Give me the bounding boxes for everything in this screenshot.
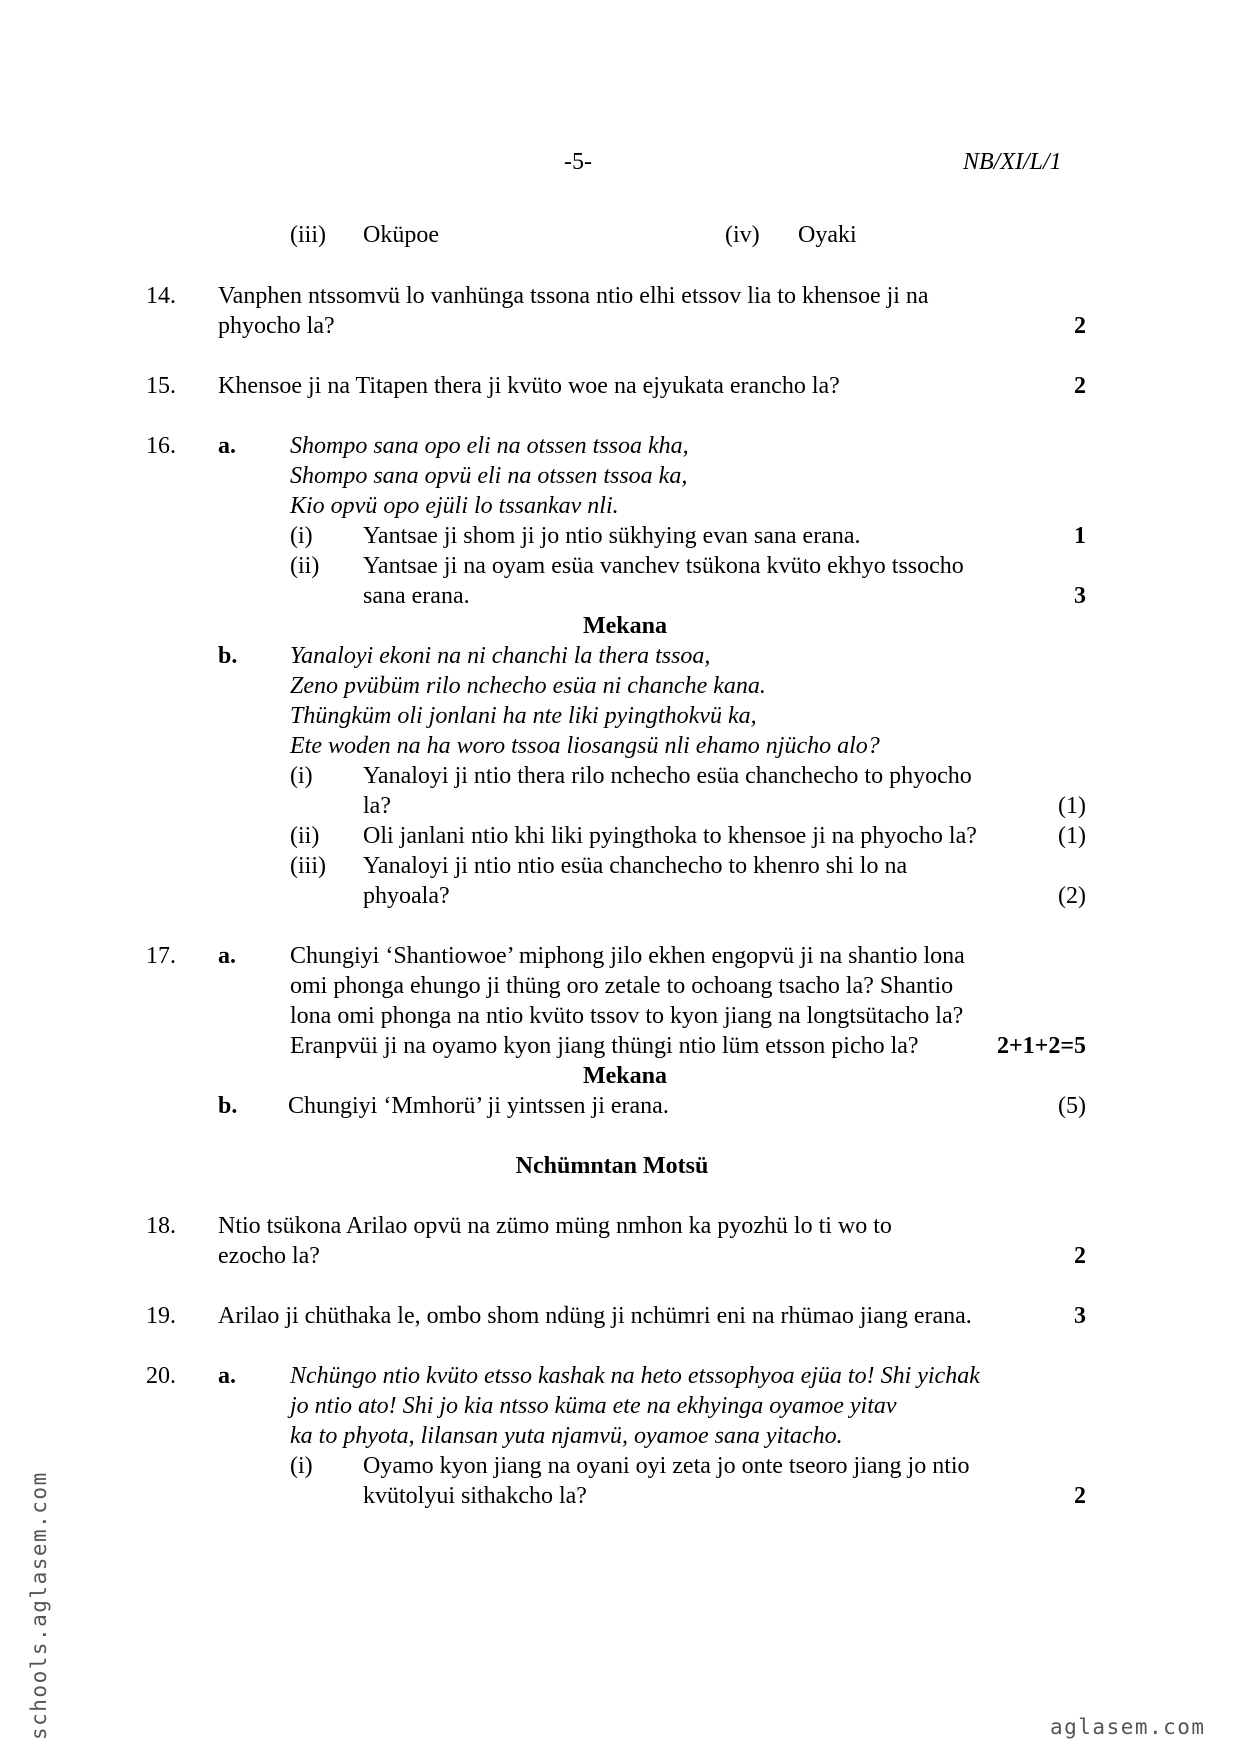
sub-question-text: Yanaloyi ji ntio thera rilo nchecho esüa chanchecho to phyocho — [363, 763, 972, 789]
question-marks: 2 — [1074, 313, 1086, 339]
poem-line: Thüngküm oli jonlani ha nte liki pyingthokvü ka, — [290, 703, 757, 729]
sub-question-label: (i) — [290, 763, 313, 789]
sub-question-label: (i) — [290, 1453, 313, 1479]
paper-code: NB/XI/L/1 — [963, 149, 1062, 175]
sub-question-text: Yantsae ji na oyam esüa vanchev tsükona kvüto ekhyo tssocho — [363, 553, 964, 579]
prose-line: Nchüngo ntio kvüto etsso kashak na heto etssophyoa ejüa to! Shi yichak — [290, 1363, 980, 1389]
question-number: 19. — [146, 1303, 176, 1329]
question-marks: (1) — [1058, 793, 1086, 819]
question-number: 20. — [146, 1363, 176, 1389]
sub-question-label: (i) — [290, 523, 313, 549]
part-label: a. — [218, 433, 236, 459]
question-marks: (1) — [1058, 823, 1086, 849]
question-text: Eranpvüi ji na oyamo kyon jiang thüngi ntio lüm etsson picho la? — [290, 1033, 919, 1059]
question-text: lona omi phonga na ntio kvüto tssov to kyon jiang na longtsütacho la? — [290, 1003, 964, 1029]
page-number: -5- — [564, 149, 592, 175]
sub-question-label: (ii) — [290, 823, 320, 849]
poem-line: Shompo sana opvü eli na otssen tssoa ka, — [290, 463, 688, 489]
sub-question-text: Yanaloyi ji ntio ntio esüa chanchecho to khenro shi lo na — [363, 853, 908, 879]
question-text: Ntio tsükona Arilao opvü na zümo müng nmhon ka pyozhü lo ti wo to — [218, 1213, 892, 1239]
sub-question-text: Oyamo kyon jiang na oyani oyi zeta jo onte tseoro jiang jo ntio — [363, 1453, 970, 1479]
option-label: (iii) — [290, 222, 326, 248]
question-number: 15. — [146, 373, 176, 399]
question-number: 18. — [146, 1213, 176, 1239]
question-text: Chungiyi ‘Mmhorü’ ji yintssen ji erana. — [288, 1093, 669, 1119]
part-label: a. — [218, 1363, 236, 1389]
question-marks: (2) — [1058, 883, 1086, 909]
section-title: Nchümntan Motsü — [515, 1153, 709, 1179]
poem-line: Yanaloyi ekoni na ni chanchi la thera tssoa, — [290, 643, 711, 669]
question-marks: 3 — [1074, 583, 1086, 609]
option-text: Oyaki — [798, 222, 857, 248]
poem-line: Zeno pvübüm rilo nchecho esüa ni chanche kana. — [290, 673, 766, 699]
option-label: (iv) — [725, 222, 760, 248]
part-label: b. — [218, 1093, 238, 1119]
poem-line: Shompo sana opo eli na otssen tssoa kha, — [290, 433, 689, 459]
poem-line: Ete woden na ha woro tssoa liosangsü nli ehamo njücho alo? — [290, 733, 880, 759]
prose-line: ka to phyota, lilansan yuta njamvü, oyamoe sana yitacho. — [290, 1423, 843, 1449]
question-number: 16. — [146, 433, 176, 459]
sub-question-text: kvütolyui sithakcho la? — [363, 1483, 587, 1509]
corner-watermark: aglasem.com — [1050, 1715, 1206, 1739]
part-label: a. — [218, 943, 236, 969]
question-marks: (5) — [1058, 1093, 1086, 1119]
sub-question-text: phyoala? — [363, 883, 450, 909]
sub-question-text: la? — [363, 793, 391, 819]
question-text: ezocho la? — [218, 1243, 320, 1269]
question-marks: 2 — [1074, 1483, 1086, 1509]
question-text: phyocho la? — [218, 313, 335, 339]
question-marks: 1 — [1074, 523, 1086, 549]
or-separator: Mekana — [583, 613, 667, 639]
question-number: 14. — [146, 283, 176, 309]
question-text: Vanphen ntssomvü lo vanhünga tssona ntio elhi etssov lia to khensoe ji na — [218, 283, 929, 309]
question-text: Arilao ji chüthaka le, ombo shom ndüng ji nchümri eni na rhümao jiang erana. — [218, 1303, 972, 1329]
question-number: 17. — [146, 943, 176, 969]
sub-question-text: Oli janlani ntio khi liki pyingthoka to khensoe ji na phyocho la? — [363, 823, 977, 849]
sub-question-label: (iii) — [290, 853, 326, 879]
question-marks: 3 — [1074, 1303, 1086, 1329]
side-watermark: schools.aglasem.com — [27, 1471, 51, 1740]
sub-question-text: sana erana. — [363, 583, 470, 609]
sub-question-label: (ii) — [290, 553, 320, 579]
question-text: omi phonga ehungo ji thüng oro zetale to ochoang tsacho la? Shantio — [290, 973, 954, 999]
question-marks: 2 — [1074, 373, 1086, 399]
or-separator: Mekana — [583, 1063, 667, 1089]
question-text: Chungiyi ‘Shantiowoe’ miphong jilo ekhen engopvü ji na shantio lona — [290, 943, 965, 969]
option-text: Oküpoe — [363, 222, 439, 248]
question-text: Khensoe ji na Titapen thera ji kvüto woe na ejyukata erancho la? — [218, 373, 840, 399]
poem-line: Kio opvü opo ejüli lo tssankav nli. — [290, 493, 619, 519]
question-marks: 2 — [1074, 1243, 1086, 1269]
question-marks: 2+1+2=5 — [996, 1033, 1086, 1059]
prose-line: jo ntio ato! Shi jo kia ntsso küma ete na ekhyinga oyamoe yitav — [290, 1393, 897, 1419]
sub-question-text: Yantsae ji shom ji jo ntio sükhying evan sana erana. — [363, 523, 861, 549]
part-label: b. — [218, 643, 238, 669]
